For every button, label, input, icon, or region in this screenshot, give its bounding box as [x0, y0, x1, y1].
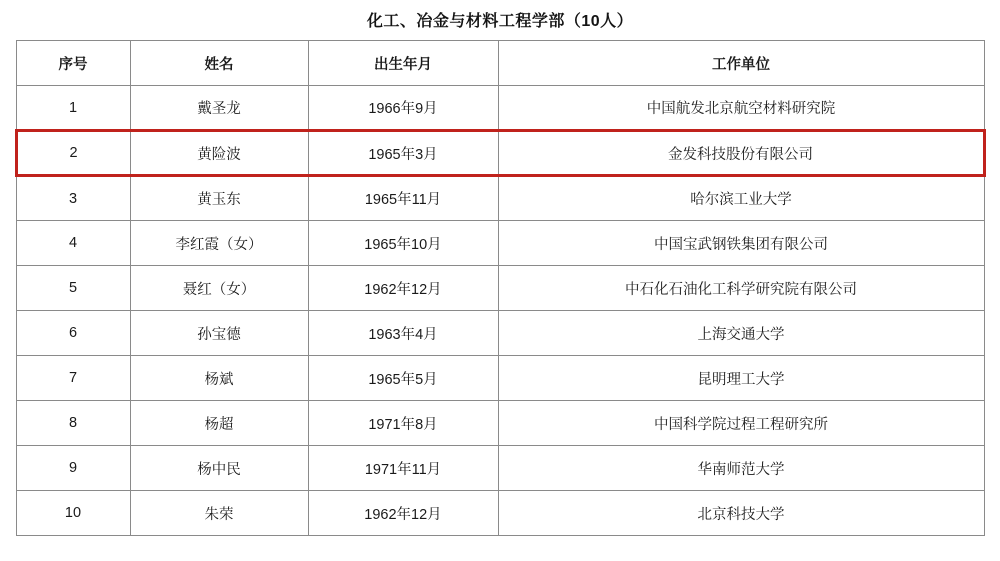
cell-index: 1: [16, 86, 130, 131]
cell-name: 朱荣: [130, 491, 308, 536]
cell-index: 7: [16, 356, 130, 401]
cell-index: 4: [16, 221, 130, 266]
cell-name: 戴圣龙: [130, 86, 308, 131]
table-header-row: [16, 41, 984, 86]
cell-name: 李红霞（女）: [130, 221, 308, 266]
cell-birth: 1971年11月: [308, 446, 498, 491]
cell-organization: 华南师范大学: [498, 446, 984, 491]
cell-organization: 昆明理工大学: [498, 356, 984, 401]
table-body: [16, 86, 984, 536]
cell-organization: 上海交通大学: [498, 311, 984, 356]
page-title: 化工、冶金与材料工程学部（10人）: [366, 13, 634, 30]
table-row: [16, 221, 984, 266]
cell-organization: 中国科学院过程工程研究所: [498, 401, 984, 446]
cell-index: 5: [16, 266, 130, 311]
cell-birth: 1965年10月: [308, 221, 498, 266]
cell-organization: 中石化石油化工科学研究院有限公司: [498, 266, 984, 311]
table-row: [16, 86, 984, 131]
table-row-highlighted: [16, 131, 984, 176]
table-row: [16, 401, 984, 446]
cell-name: 杨中民: [130, 446, 308, 491]
cell-organization: 哈尔滨工业大学: [498, 176, 984, 221]
cell-name: 聂红（女）: [130, 266, 308, 311]
column-header-organization: 工作单位: [498, 41, 984, 86]
table-row: [16, 176, 984, 221]
column-header-index: 序号: [16, 41, 130, 86]
cell-organization: 金发科技股份有限公司: [498, 131, 984, 176]
cell-birth: 1962年12月: [308, 266, 498, 311]
cell-birth: 1962年12月: [308, 491, 498, 536]
cell-name: 黄险波: [130, 131, 308, 176]
cell-birth: 1965年3月: [308, 131, 498, 176]
cell-birth: 1965年5月: [308, 356, 498, 401]
cell-organization: 中国宝武钢铁集团有限公司: [498, 221, 984, 266]
cell-birth: 1966年9月: [308, 86, 498, 131]
cell-birth: 1965年11月: [308, 176, 498, 221]
cell-name: 杨超: [130, 401, 308, 446]
cell-name: 黄玉东: [130, 176, 308, 221]
table-row: [16, 266, 984, 311]
cell-organization: 中国航发北京航空材料研究院: [498, 86, 984, 131]
cell-index: 3: [16, 176, 130, 221]
cell-index: 10: [16, 491, 130, 536]
table-row: [16, 491, 984, 536]
table-row: [16, 446, 984, 491]
table-row: [16, 311, 984, 356]
cell-birth: 1971年8月: [308, 401, 498, 446]
cell-index: 6: [16, 311, 130, 356]
cell-organization: 北京科技大学: [498, 491, 984, 536]
cell-birth: 1963年4月: [308, 311, 498, 356]
cell-name: 孙宝德: [130, 311, 308, 356]
column-header-birth: 出生年月: [308, 41, 498, 86]
table-row: [16, 356, 984, 401]
cell-name: 杨斌: [130, 356, 308, 401]
table-header: [16, 41, 984, 86]
cell-index: 2: [16, 131, 130, 176]
cell-index: 8: [16, 401, 130, 446]
candidate-roster-table: [15, 40, 986, 536]
column-header-name: 姓名: [130, 41, 308, 86]
cell-index: 9: [16, 446, 130, 491]
